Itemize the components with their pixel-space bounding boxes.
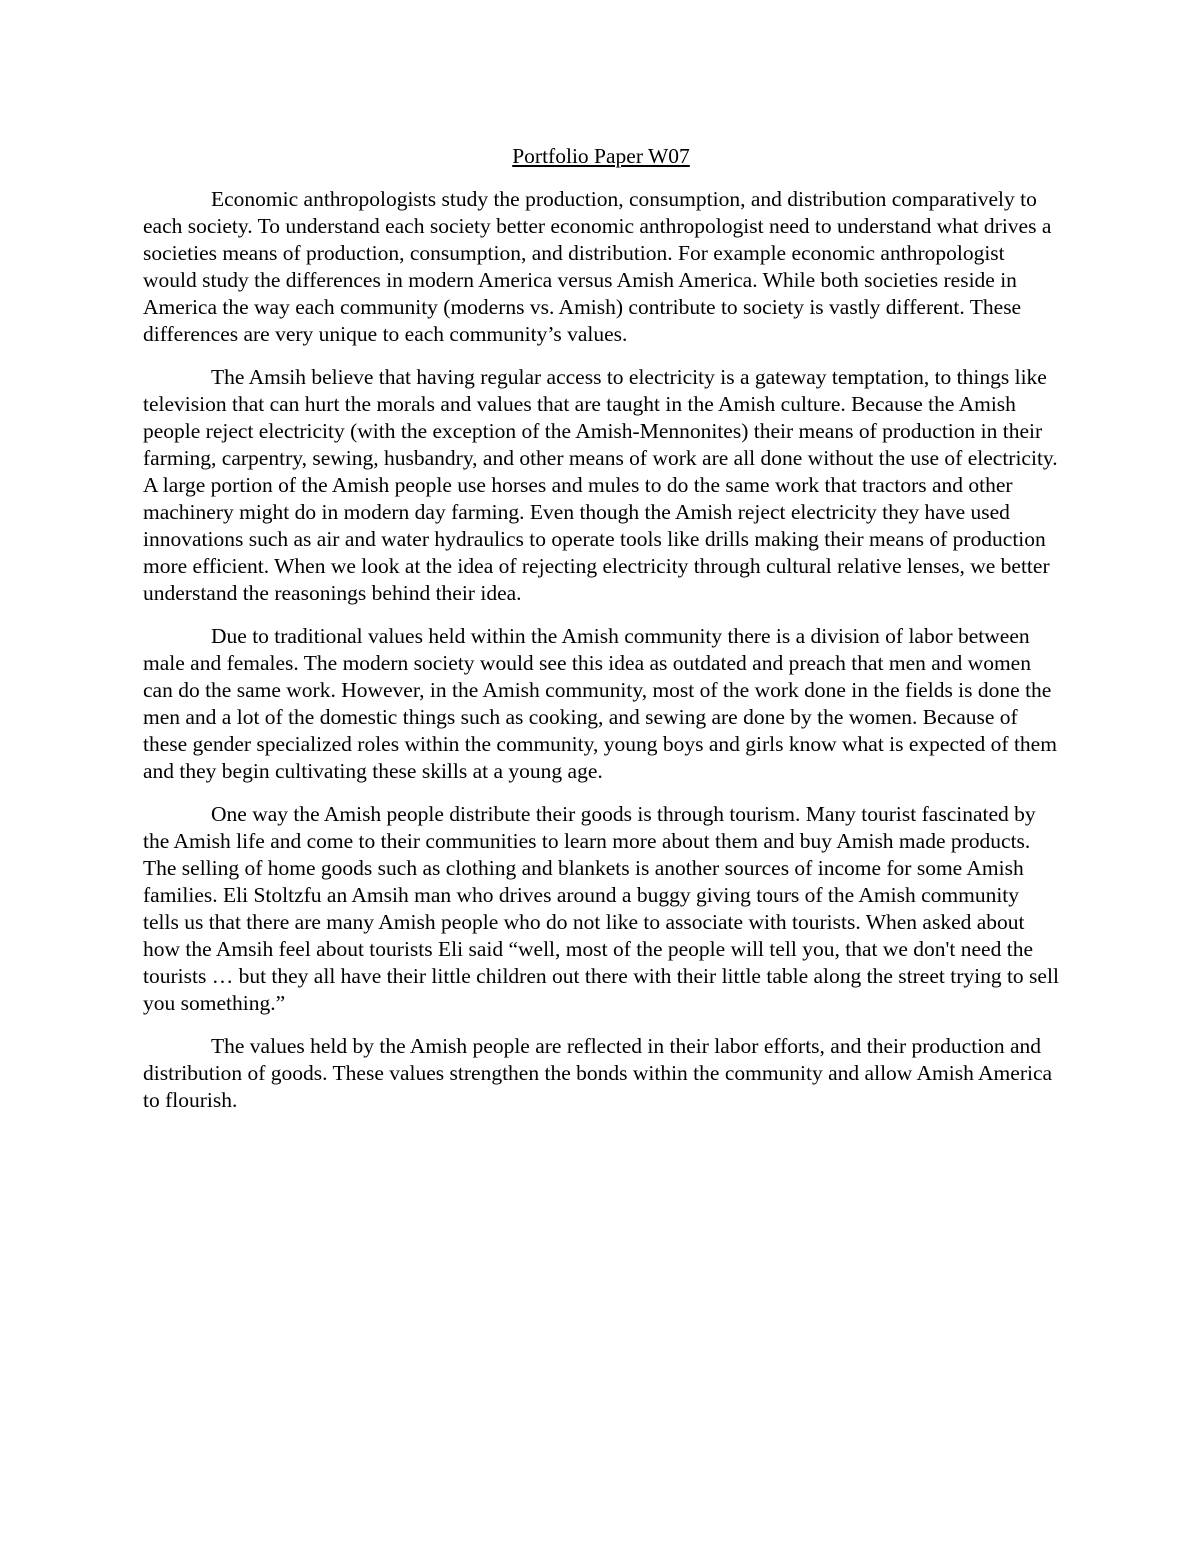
paragraph-4: One way the Amish people distribute their goods is through tourism. Many tourist fascinated by the Amish life and come to their communities to learn more about them and buy Amish made products. The selling of home goods such as clothing and blankets is another sources of income for some Amish families. Eli Stoltzfu an Amsih man who drives around a buggy giving tours of the Amish community tells us that there are many Amish people who do not like to associate with tourists. When asked about how the Amsih feel about tourists Eli said “well, most of the people will tell you, that we don't need the tourists … but they all have their little children out there with their little table along the street trying to sell you something.”: [143, 802, 1059, 1015]
paragraph-2: The Amsih believe that having regular access to electricity is a gateway temptation, to things like television that can hurt the morals and values that are taught in the Amish culture. Because the Amish people reject electricity (with the exception of the Amish-Mennonites) their means of production in their farming, carpentry, sewing, husbandry, and other means of work are all done without the use of electricity. A large portion of the Amish people use horses and mules to do the same work that tractors and other machinery might do in modern day farming. Even though the Amish reject electricity they have used innovations such as air and water hydraulics to operate tools like drills making their means of production more efficient. When we look at the idea of rejecting electricity through cultural relative lenses, we better understand the reasonings behind their idea.: [143, 365, 1058, 605]
paragraph-5: The values held by the Amish people are reflected in their labor efforts, and their production and distribution of goods. These values strengthen the bonds within the community and allow Amish America to flourish.: [143, 1034, 1053, 1112]
document-title: Portfolio Paper W07: [512, 144, 690, 168]
document-body: [143, 143, 1059, 1130]
paragraph-3: Due to traditional values held within the Amish community there is a division of labor between male and females. The modern society would see this idea as outdated and preach that men and women can do the same work. However, in the Amish community, most of the work done in the fields is done the men and a lot of the domestic things such as cooking, and sewing are done by the women. Because of these gender specialized roles within the community, young boys and girls know what is expected of them and they begin cultivating these skills at a young age.: [143, 624, 1057, 783]
paragraph-1: Economic anthropologists study the production, consumption, and distribution comparatively to each society. To understand each society better economic anthropologist need to understand what drives a societies means of production, consumption, and distribution. For example economic anthropologist would study the differences in modern America versus Amish America. While both societies reside in America the way each community (moderns vs. Amish) contribute to society is vastly different. These differences are very unique to each community’s values.: [143, 187, 1052, 346]
